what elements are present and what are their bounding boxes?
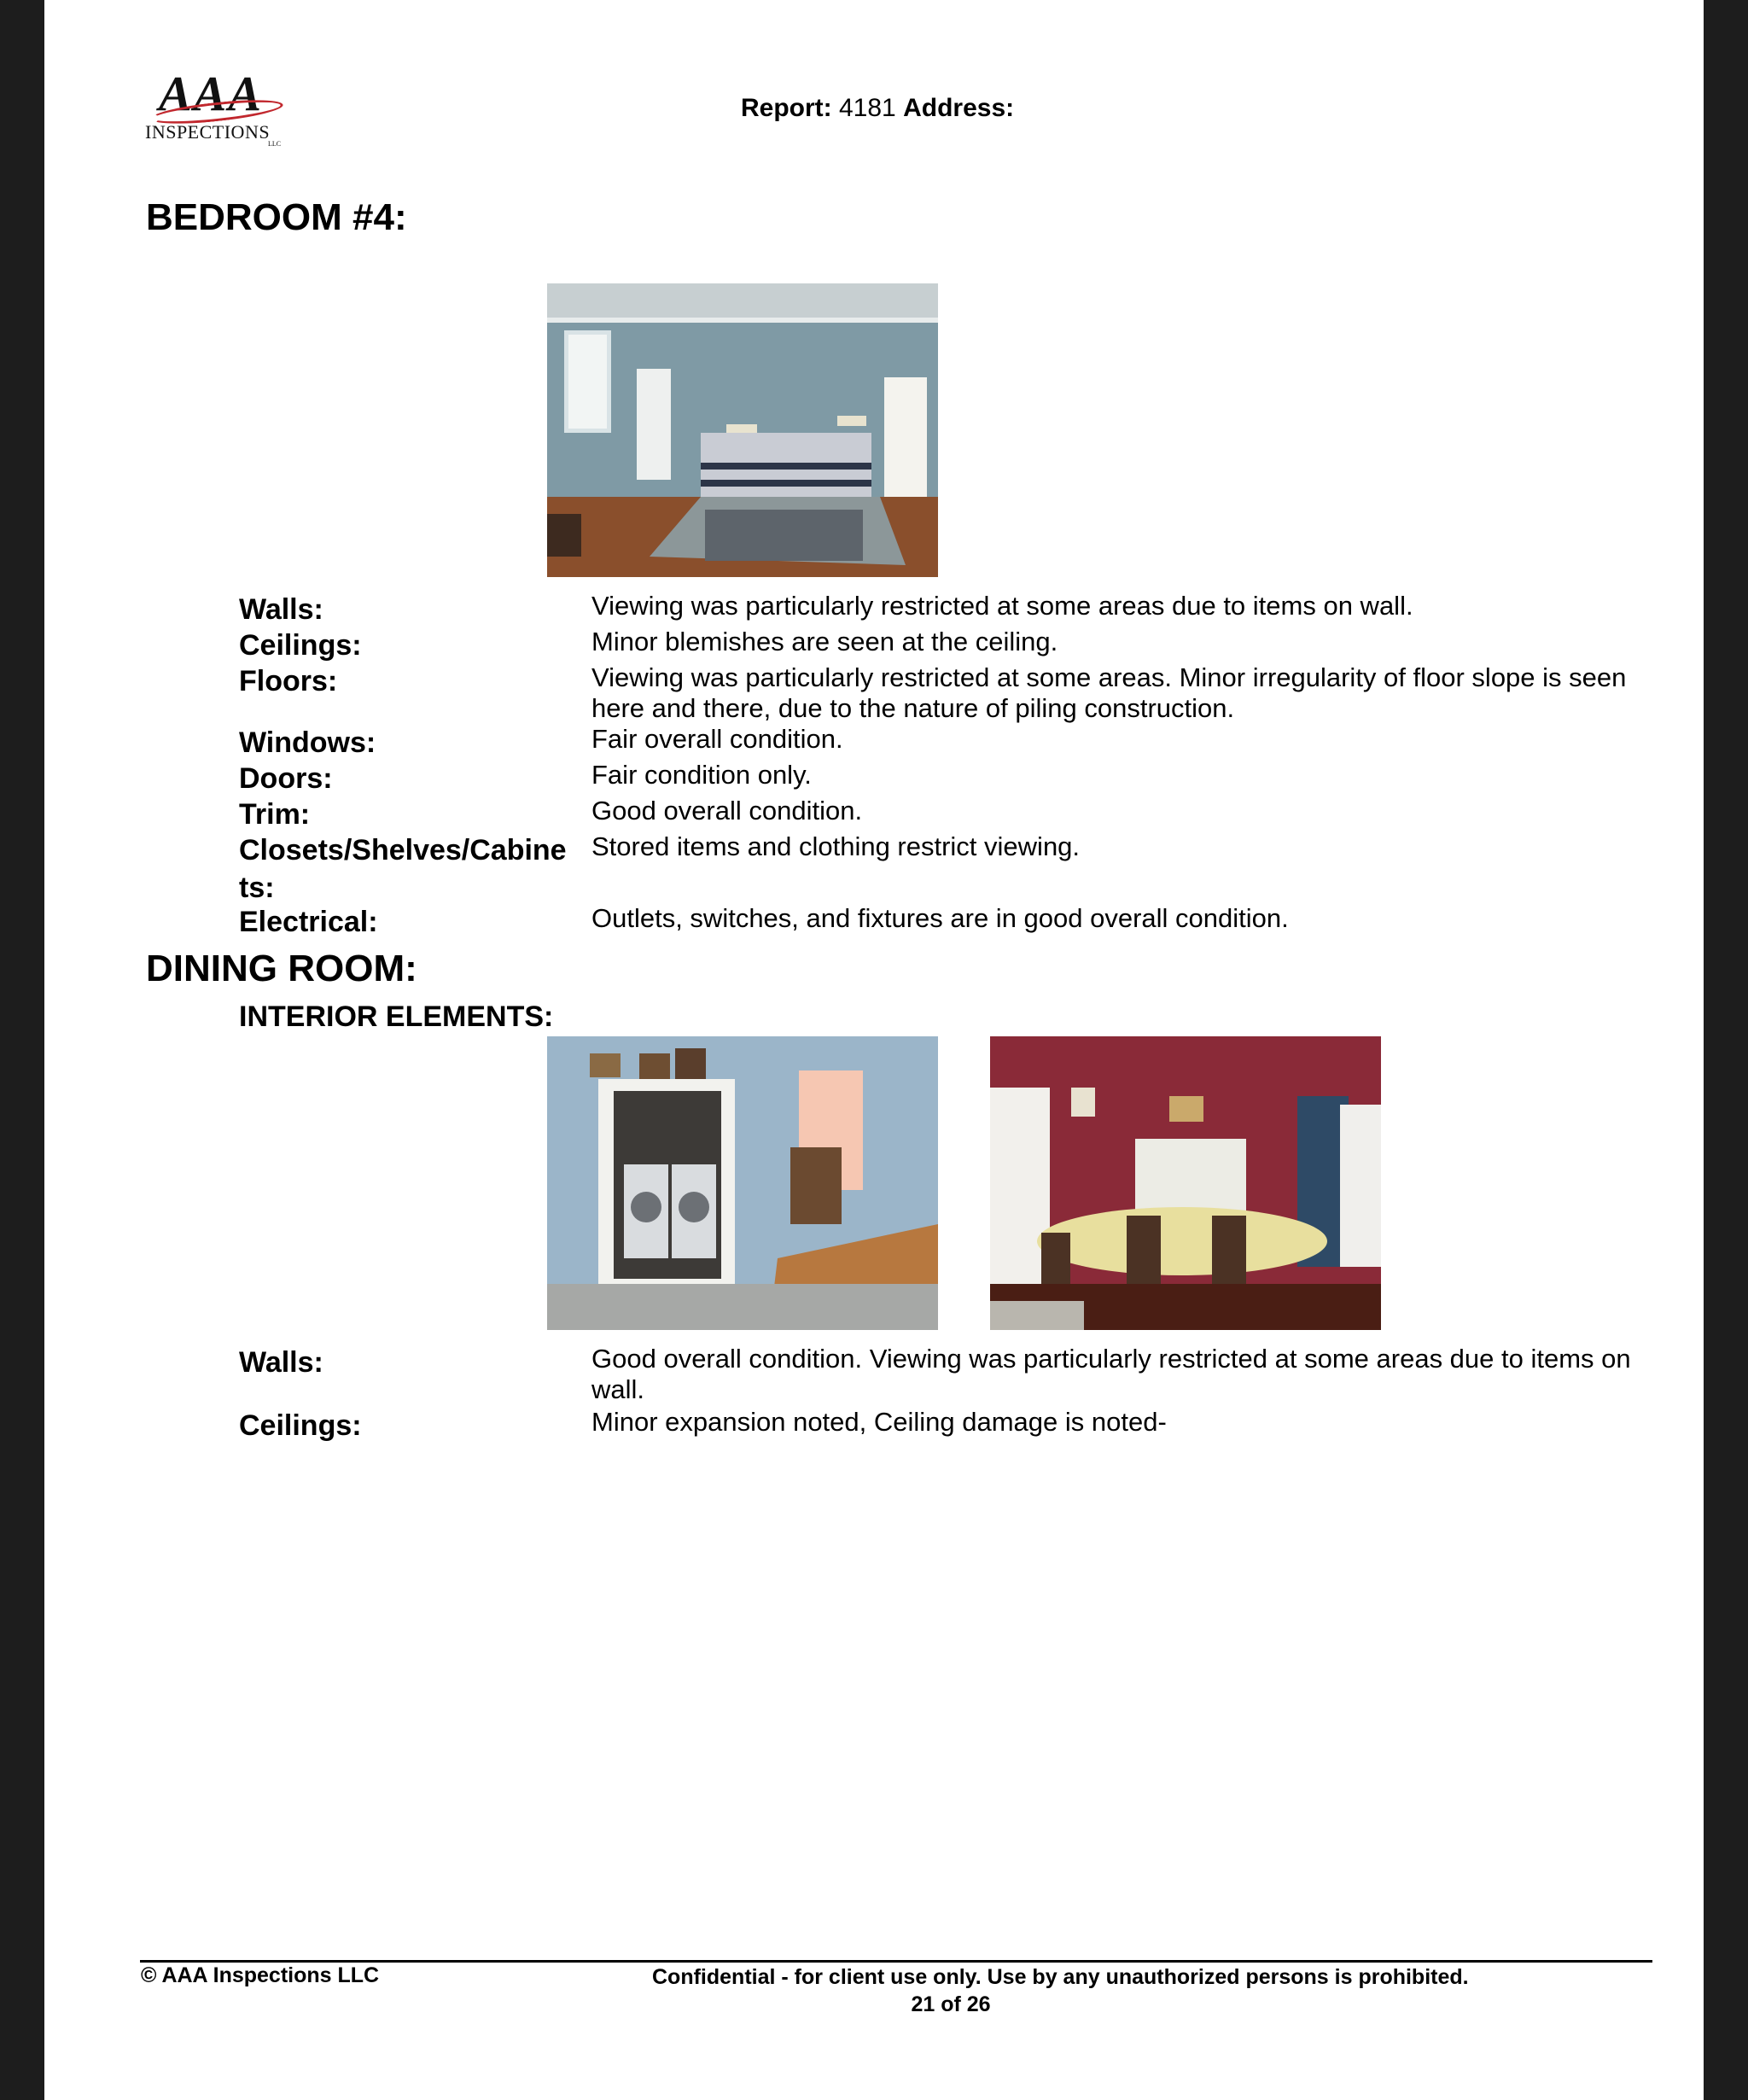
report-page xyxy=(44,0,1704,2100)
bedroom-photo xyxy=(547,283,938,577)
bedroom-floors-label: Floors: xyxy=(239,665,338,697)
footer-center xyxy=(652,1963,1469,2018)
report-number: 4181 xyxy=(839,94,896,122)
dining-ceilings-label: Ceilings: xyxy=(239,1409,362,1442)
bedroom-trim-value: Good overall condition. xyxy=(591,796,863,825)
bedroom-trim-label: Trim: xyxy=(239,798,311,831)
logo-suffix-text: LLC xyxy=(268,140,282,148)
logo-main-text: AAA xyxy=(159,66,264,121)
logo-sub-text: INSPECTIONS xyxy=(145,121,271,143)
dining-walls-label: Walls: xyxy=(239,1346,323,1379)
bedroom-closets-label: Closets/Shelves/Cabine ts: xyxy=(239,834,567,904)
bedroom-windows-label: Windows: xyxy=(239,726,376,759)
company-logo xyxy=(143,66,297,149)
report-label: Report: xyxy=(741,94,832,122)
footer-confidential: Confidential - for client use only. Use by any unauthorized persons is prohibited. xyxy=(652,1965,1469,1989)
footer-divider xyxy=(140,1960,1652,1963)
dining-walls-value: Good overall condition. Viewing was particularly restricted at some areas due to items on wall. xyxy=(591,1344,1631,1404)
dining-interior-elements-subtitle: INTERIOR ELEMENTS: xyxy=(239,1000,554,1033)
bedroom-doors-label: Doors: xyxy=(239,762,333,795)
bedroom-closets-value: Stored items and clothing restrict viewing. xyxy=(591,831,1081,861)
footer-page-number: 21 of 26 xyxy=(911,1992,991,2016)
bedroom-doors-value: Fair condition only. xyxy=(591,760,812,790)
report-header xyxy=(741,94,1014,123)
dining-ceilings-value: Minor expansion noted, Ceiling damage is noted- xyxy=(591,1407,1167,1437)
dining-photo-laundry xyxy=(547,1036,938,1330)
bedroom-windows-value: Fair overall condition. xyxy=(591,724,843,754)
bedroom-ceilings-label: Ceilings: xyxy=(239,629,362,662)
dining-section-title: DINING ROOM: xyxy=(146,948,417,989)
bedroom-electrical-label: Electrical: xyxy=(239,906,378,938)
bedroom-floors-value: Viewing was particularly restricted at some areas. Minor irregularity of floor slope is seen here and there, due to the nature of piling construction. xyxy=(591,662,1627,723)
bedroom-electrical-value: Outlets, switches, and fixtures are in good overall condition. xyxy=(591,903,1289,933)
bedroom-ceilings-value: Minor blemishes are seen at the ceiling. xyxy=(591,627,1058,656)
bedroom-walls-value: Viewing was particularly restricted at some areas due to items on wall. xyxy=(591,591,1413,621)
bedroom-walls-label: Walls: xyxy=(239,593,323,626)
address-label: Address: xyxy=(903,94,1015,122)
bedroom-section-title: BEDROOM #4: xyxy=(146,196,407,238)
dining-photo-table xyxy=(990,1036,1381,1330)
footer-copyright: © AAA Inspections LLC xyxy=(141,1963,380,1987)
